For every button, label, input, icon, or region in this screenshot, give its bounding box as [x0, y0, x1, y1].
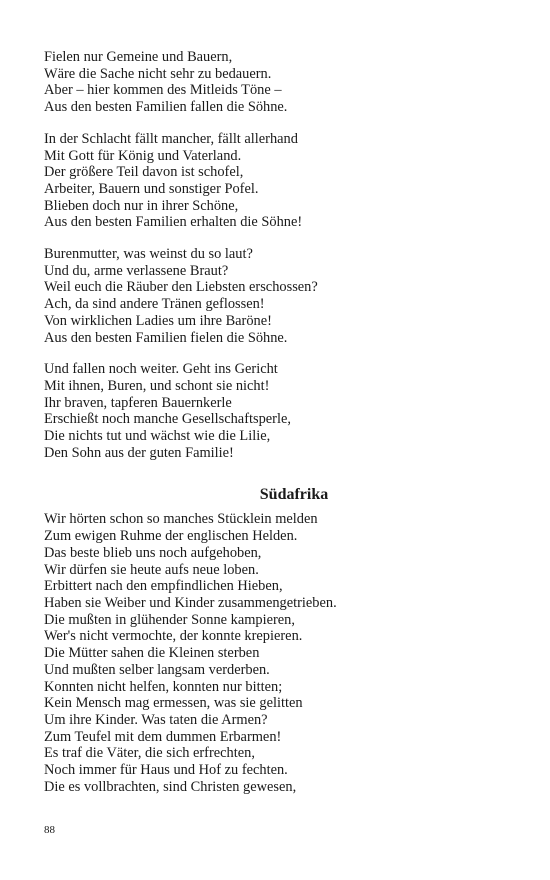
- verse-line: Aus den besten Familien erhalten die Söhne!: [44, 214, 303, 231]
- poem-2: [44, 511, 514, 795]
- verse-line: Haben sie Weiber und Kinder zusammengetrieben.: [44, 594, 337, 611]
- verse-line: Zum Teufel mit dem dummen Erbarmen!: [44, 728, 282, 745]
- poem-title: Südafrika: [259, 486, 329, 504]
- verse-line: Es traf die Väter, die sich erfrechten,: [44, 745, 255, 762]
- stanza-4: [44, 361, 514, 461]
- verse-line: Aus den besten Familien fallen die Söhne.: [44, 99, 288, 116]
- verse-line: Und du, arme verlassene Braut?: [44, 262, 229, 279]
- verse-line: Noch immer für Haus und Hof zu fechten.: [44, 762, 288, 779]
- stanza-2: [44, 131, 514, 231]
- verse-line: Ihr braven, tapferen Bauernkerle: [44, 394, 232, 411]
- verse-line: Um ihre Kinder. Was taten die Armen?: [44, 711, 268, 728]
- verse-line: Die mußten in glühender Sonne kampieren,: [44, 611, 295, 628]
- verse-line: Und fallen noch weiter. Geht ins Gericht: [44, 361, 278, 378]
- verse-line: Aus den besten Familien fielen die Söhne.: [44, 329, 288, 346]
- verse-line: Mit Gott für König und Vaterland.: [44, 147, 242, 164]
- verse-line: Das beste blieb uns noch aufgehoben,: [44, 544, 262, 561]
- verse-line: Wäre die Sache nicht sehr zu bedauern.: [44, 65, 272, 82]
- verse-line: Die Mütter sahen die Kleinen sterben: [44, 645, 260, 662]
- verse-line: Konnten nicht helfen, konnten nur bitten;: [44, 678, 283, 695]
- verse-line: Und mußten selber langsam verderben.: [44, 661, 270, 678]
- verse-line: Weil euch die Räuber den Liebsten erschossen?: [44, 279, 318, 296]
- verse-line: Die es vollbrachten, sind Christen gewesen,: [44, 778, 297, 795]
- verse-line: Ach, da sind andere Tränen geflossen!: [44, 296, 265, 313]
- verse-line: Den Sohn aus der guten Familie!: [44, 444, 234, 461]
- poem-1: [44, 49, 514, 461]
- verse-line: Arbeiter, Bauern und sonstiger Pofel.: [44, 180, 259, 197]
- verse-line: Von wirklichen Ladies um ihre Baröne!: [44, 312, 272, 329]
- verse-line: Aber – hier kommen des Mitleids Töne –: [44, 82, 282, 99]
- verse-line: Kein Mensch mag ermessen, was sie gelitten: [44, 695, 303, 712]
- verse-line: Der größere Teil davon ist schofel,: [44, 164, 244, 181]
- verse-line: Mit ihnen, Buren, und schont sie nicht!: [44, 377, 270, 394]
- book-page: [44, 49, 514, 795]
- verse-line: Zum ewigen Ruhme der englischen Helden.: [44, 528, 298, 545]
- stanza-3: [44, 246, 514, 346]
- verse-line: Wir dürfen sie heute aufs neue loben.: [44, 561, 259, 578]
- verse-line: Erschießt noch manche Gesellschaftsperle,: [44, 411, 291, 428]
- verse-line: Burenmutter, was weinst du so laut?: [44, 246, 253, 263]
- verse-line: Die nichts tut und wächst wie die Lilie,: [44, 428, 271, 445]
- verse-line: Wer's nicht vermochte, der konnte krepieren.: [44, 628, 303, 645]
- verse-line: Erbittert nach den empfindlichen Hieben,: [44, 578, 283, 595]
- page-number: 88: [44, 824, 55, 836]
- verse-line: Blieben doch nur in ihrer Schöne,: [44, 197, 239, 214]
- verse-line: Wir hörten schon so manches Stücklein melden: [44, 511, 318, 528]
- verse-line: In der Schlacht fällt mancher, fällt allerhand: [44, 130, 298, 147]
- stanza-1: [44, 49, 514, 116]
- verse-line: Fielen nur Gemeine und Bauern,: [44, 49, 233, 65]
